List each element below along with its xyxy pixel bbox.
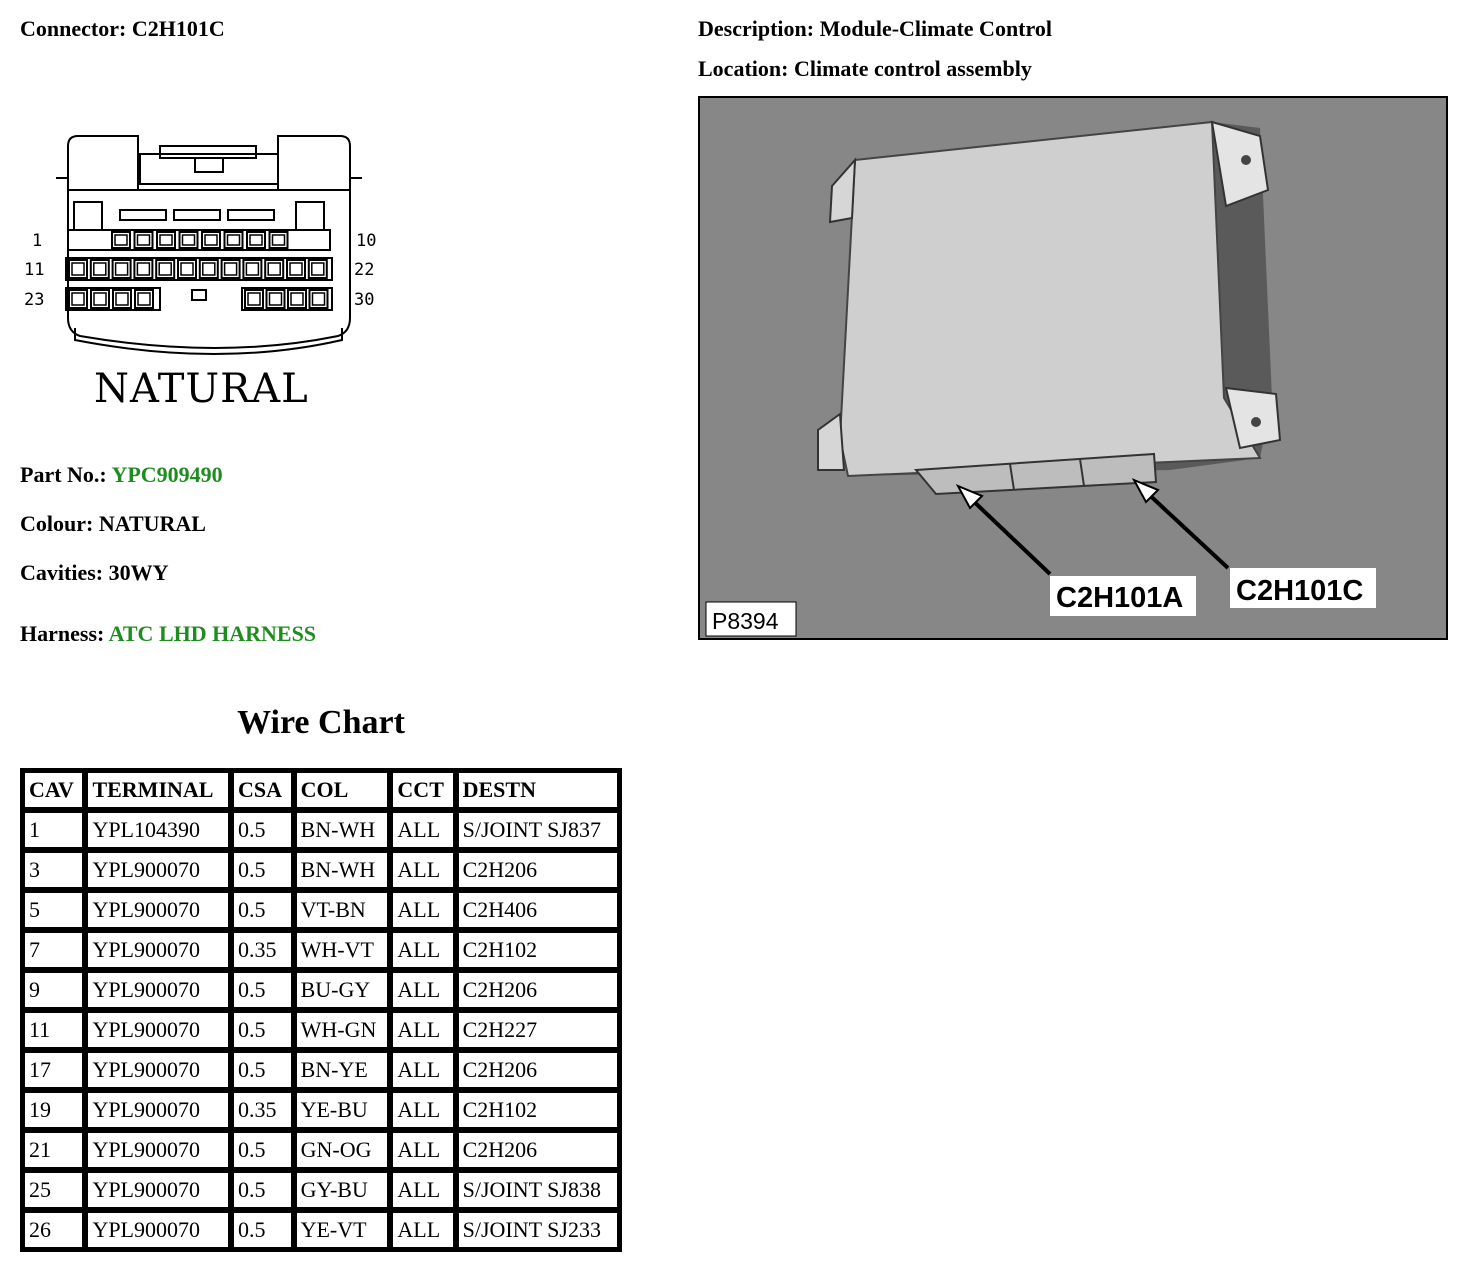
part-no-link[interactable]: YPC909490 bbox=[111, 462, 223, 487]
cell-cct: ALL bbox=[390, 1170, 455, 1210]
cell-csa: 0.5 bbox=[231, 850, 294, 890]
pin-rows bbox=[66, 230, 332, 310]
cell-col: YE-VT bbox=[294, 1210, 391, 1250]
col-destn-header: DESTN bbox=[456, 770, 620, 810]
cavities-label: Cavities: bbox=[20, 560, 104, 585]
cell-cct: ALL bbox=[390, 970, 455, 1010]
wire-chart-table bbox=[20, 768, 622, 1252]
cell-col: GY-BU bbox=[294, 1170, 391, 1210]
pin-cavity-inner bbox=[270, 293, 282, 305]
description-label: Description: bbox=[698, 16, 815, 41]
cell-terminal: YPL900070 bbox=[85, 890, 231, 930]
cell-terminal: YPL900070 bbox=[85, 1170, 231, 1210]
cell-destn: C2H206 bbox=[456, 850, 620, 890]
pin-cavity-inner bbox=[94, 293, 106, 305]
cell-cav: 25 bbox=[22, 1170, 85, 1210]
module-face bbox=[840, 122, 1260, 476]
table-row bbox=[22, 1090, 620, 1130]
pin-cavity-inner bbox=[291, 293, 303, 305]
pin-cavity-inner bbox=[159, 263, 171, 275]
pin-label-30: 30 bbox=[354, 290, 375, 310]
cell-destn: S/JOINT SJ837 bbox=[456, 810, 620, 850]
table-row bbox=[22, 930, 620, 970]
cell-destn: S/JOINT SJ233 bbox=[456, 1210, 620, 1250]
col-col-header: COL bbox=[294, 770, 391, 810]
pin-label-22: 22 bbox=[354, 260, 375, 280]
table-row bbox=[22, 890, 620, 930]
cell-col: BN-WH bbox=[294, 850, 391, 890]
cell-csa: 0.5 bbox=[231, 1010, 294, 1050]
pin-cavity-inner bbox=[138, 293, 150, 305]
pin-cavity-inner bbox=[273, 235, 285, 245]
cell-terminal: YPL104390 bbox=[85, 810, 231, 850]
pin-cavity-inner bbox=[72, 293, 84, 305]
pin-cavity-inner bbox=[137, 263, 149, 275]
connector-colour-caption: NATURAL bbox=[94, 366, 309, 412]
cell-cav: 3 bbox=[22, 850, 85, 890]
description-field bbox=[698, 16, 1052, 42]
colour-value: NATURAL bbox=[98, 511, 206, 536]
location-label: Location: bbox=[698, 56, 789, 81]
cell-col: BN-YE bbox=[294, 1050, 391, 1090]
cell-cct: ALL bbox=[390, 1130, 455, 1170]
polarising-key bbox=[192, 290, 206, 300]
cell-cav: 9 bbox=[22, 970, 85, 1010]
cell-cav: 26 bbox=[22, 1210, 85, 1250]
pin-cavity-inner bbox=[225, 263, 237, 275]
cell-destn: C2H406 bbox=[456, 890, 620, 930]
location-field bbox=[698, 56, 1032, 82]
colour-field bbox=[20, 511, 206, 537]
harness-link[interactable]: ATC LHD HARNESS bbox=[108, 621, 317, 646]
pin-cavity-inner bbox=[290, 263, 302, 275]
cell-destn: C2H227 bbox=[456, 1010, 620, 1050]
cell-csa: 0.35 bbox=[231, 930, 294, 970]
left-bottom-bracket bbox=[818, 414, 844, 470]
description-value: Module-Climate Control bbox=[819, 16, 1052, 41]
cell-csa: 0.5 bbox=[231, 890, 294, 930]
table-header-row bbox=[22, 770, 620, 810]
cell-destn: C2H102 bbox=[456, 1090, 620, 1130]
cell-cav: 21 bbox=[22, 1130, 85, 1170]
callout-c2h101c: C2H101C bbox=[1236, 575, 1364, 607]
pin-cavity-inner bbox=[248, 293, 260, 305]
pin-cavity-inner bbox=[94, 263, 106, 275]
pin-cavity-inner bbox=[250, 235, 262, 245]
cell-terminal: YPL900070 bbox=[85, 970, 231, 1010]
pin-cavity-inner bbox=[116, 293, 128, 305]
pin-cavity-inner bbox=[228, 235, 240, 245]
cell-csa: 0.5 bbox=[231, 810, 294, 850]
part-no-label: Part No.: bbox=[20, 462, 107, 487]
cell-cav: 1 bbox=[22, 810, 85, 850]
cell-destn: C2H102 bbox=[456, 930, 620, 970]
pin-cavity-inner bbox=[313, 293, 325, 305]
table-row bbox=[22, 1010, 620, 1050]
pin-cavity-inner bbox=[246, 263, 258, 275]
pin-label-1: 1 bbox=[32, 231, 43, 251]
pin-cavity-inner bbox=[203, 263, 215, 275]
table-row bbox=[22, 1050, 620, 1090]
cell-col: BU-GY bbox=[294, 970, 391, 1010]
module-location-image bbox=[698, 96, 1448, 640]
callout-c2h101a: C2H101A bbox=[1056, 582, 1184, 614]
connector-field bbox=[20, 16, 225, 42]
figure-id: P8394 bbox=[712, 608, 779, 634]
module-illustration bbox=[700, 98, 1446, 638]
pin-cavity-inner bbox=[115, 235, 127, 245]
colour-label: Colour: bbox=[20, 511, 94, 536]
col-csa-header: CSA bbox=[231, 770, 294, 810]
table-row bbox=[22, 1130, 620, 1170]
cell-cct: ALL bbox=[390, 1010, 455, 1050]
pin-label-10: 10 bbox=[356, 231, 377, 251]
cell-destn: C2H206 bbox=[456, 970, 620, 1010]
cavities-value: 30WY bbox=[108, 560, 169, 585]
cell-destn: C2H206 bbox=[456, 1050, 620, 1090]
left-top-bracket bbox=[830, 160, 855, 222]
cell-destn: C2H206 bbox=[456, 1130, 620, 1170]
cavities-field bbox=[20, 560, 168, 586]
cell-terminal: YPL900070 bbox=[85, 850, 231, 890]
cell-cct: ALL bbox=[390, 1050, 455, 1090]
pin-cavity-inner bbox=[72, 263, 84, 275]
cell-cav: 17 bbox=[22, 1050, 85, 1090]
pin-label-11: 11 bbox=[24, 260, 45, 280]
pin-label-23: 23 bbox=[24, 290, 45, 310]
cell-col: VT-BN bbox=[294, 890, 391, 930]
cell-destn: S/JOINT SJ838 bbox=[456, 1170, 620, 1210]
cell-col: YE-BU bbox=[294, 1090, 391, 1130]
cell-terminal: YPL900070 bbox=[85, 1010, 231, 1050]
pin-cavity-inner bbox=[116, 263, 128, 275]
cell-csa: 0.5 bbox=[231, 1210, 294, 1250]
cell-csa: 0.5 bbox=[231, 1130, 294, 1170]
part-no-field bbox=[20, 462, 223, 488]
table-row bbox=[22, 850, 620, 890]
cell-cct: ALL bbox=[390, 1210, 455, 1250]
cell-csa: 0.5 bbox=[231, 1050, 294, 1090]
col-terminal-header: TERMINAL bbox=[85, 770, 231, 810]
cell-cct: ALL bbox=[390, 890, 455, 930]
cell-col: BN-WH bbox=[294, 810, 391, 850]
callout-arrows bbox=[958, 480, 1228, 574]
cell-terminal: YPL900070 bbox=[85, 1090, 231, 1130]
table-row bbox=[22, 1210, 620, 1250]
pin-cavity-inner bbox=[312, 263, 324, 275]
cell-terminal: YPL900070 bbox=[85, 1130, 231, 1170]
cell-col: WH-GN bbox=[294, 1010, 391, 1050]
cell-cct: ALL bbox=[390, 810, 455, 850]
cell-csa: 0.5 bbox=[231, 1170, 294, 1210]
col-cav-header: CAV bbox=[22, 770, 85, 810]
cell-csa: 0.35 bbox=[231, 1090, 294, 1130]
connector-label: Connector: bbox=[20, 16, 127, 41]
cell-terminal: YPL900070 bbox=[85, 1050, 231, 1090]
cell-terminal: YPL900070 bbox=[85, 930, 231, 970]
cell-col: GN-OG bbox=[294, 1130, 391, 1170]
table-row bbox=[22, 1170, 620, 1210]
pin-cavity-inner bbox=[205, 235, 217, 245]
connector-value: C2H101C bbox=[131, 16, 225, 41]
pin-cavity-inner bbox=[138, 235, 150, 245]
pin-cavity-inner bbox=[268, 263, 280, 275]
cell-cav: 19 bbox=[22, 1090, 85, 1130]
table-row bbox=[22, 970, 620, 1010]
cell-cct: ALL bbox=[390, 1090, 455, 1130]
pin-cavity-inner bbox=[183, 235, 195, 245]
wire-chart-body bbox=[22, 810, 620, 1250]
pin-cavity-inner bbox=[160, 235, 172, 245]
harness-label: Harness: bbox=[20, 621, 105, 646]
cell-col: WH-VT bbox=[294, 930, 391, 970]
cell-cct: ALL bbox=[390, 930, 455, 970]
cell-cav: 5 bbox=[22, 890, 85, 930]
cell-cct: ALL bbox=[390, 850, 455, 890]
wire-chart-title: Wire Chart bbox=[237, 704, 405, 741]
connector-diagram bbox=[20, 118, 400, 418]
pin-row-1-outline bbox=[68, 230, 330, 250]
harness-field bbox=[20, 621, 316, 647]
cell-cav: 11 bbox=[22, 1010, 85, 1050]
table-row bbox=[22, 810, 620, 850]
bracket-hole bbox=[1251, 417, 1261, 427]
pin-cavity-inner bbox=[181, 263, 193, 275]
cell-csa: 0.5 bbox=[231, 970, 294, 1010]
location-value: Climate control assembly bbox=[793, 56, 1032, 81]
bracket-hole bbox=[1241, 155, 1251, 165]
cell-terminal: YPL900070 bbox=[85, 1210, 231, 1250]
col-cct-header: CCT bbox=[390, 770, 455, 810]
cell-cav: 7 bbox=[22, 930, 85, 970]
